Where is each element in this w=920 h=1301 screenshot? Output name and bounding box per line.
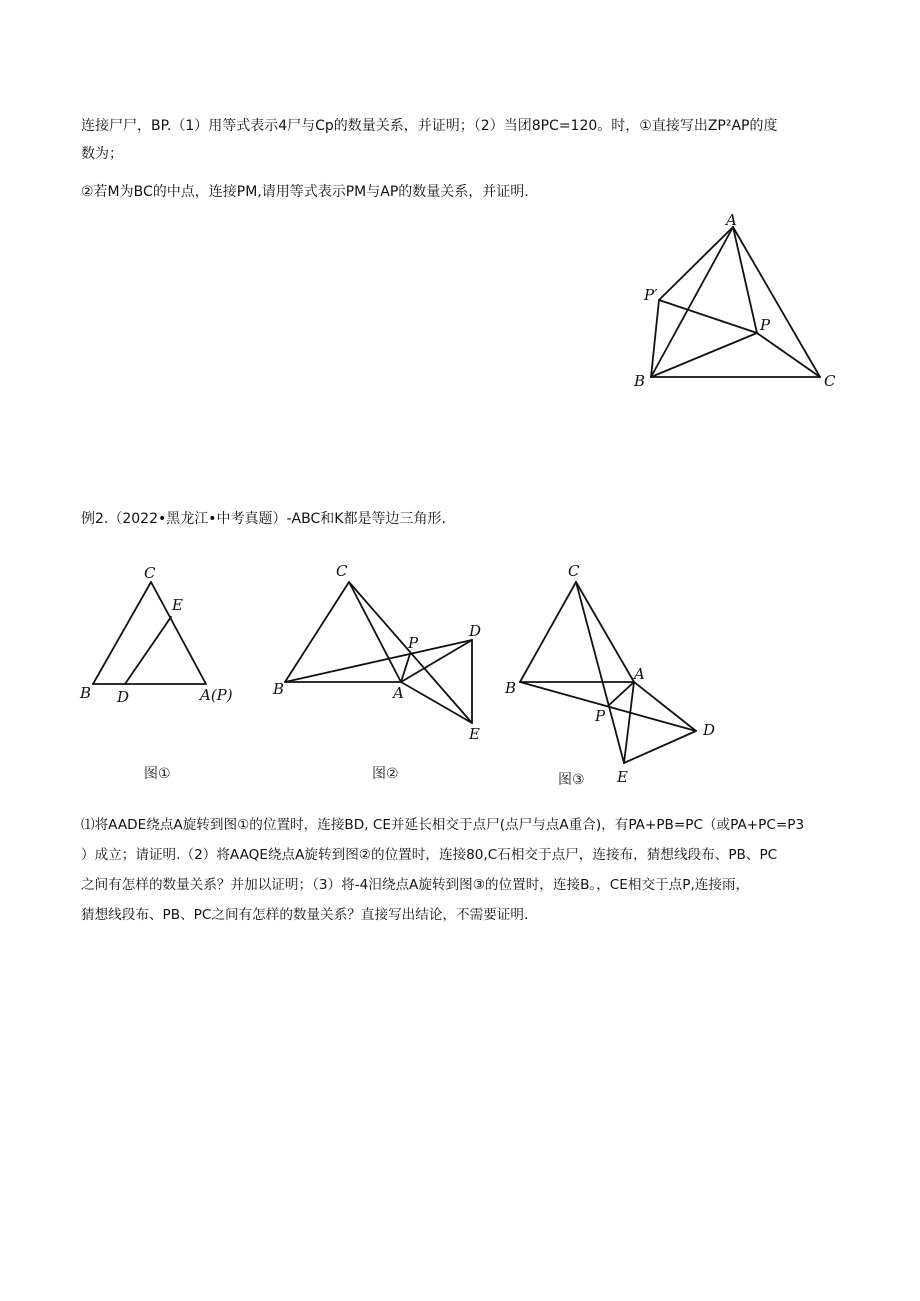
problem2-line3: 之间有怎样的数量关系？并加以证明；（3）将-4汨绕点A旋转到图③的位置时，连接B。，CE相交于点P,连接雨， xyxy=(81,877,750,893)
label-B: B xyxy=(505,679,517,697)
label-P-prime: P′ xyxy=(644,286,658,304)
label-A: A xyxy=(393,684,404,702)
example2-title-text: 例2.（2022•黑龙江•中考真题）-ABC和K都是等边三角形. xyxy=(81,511,446,527)
segment-CE xyxy=(576,582,624,763)
problem2-text xyxy=(81,810,851,930)
segment-BC xyxy=(93,582,151,684)
segment-BD xyxy=(285,640,472,682)
segment-AP xyxy=(733,227,757,333)
segment-BC xyxy=(285,582,349,682)
label-A-P: A(P) xyxy=(200,686,233,704)
figure-b-diagram xyxy=(270,560,500,750)
label-E: E xyxy=(617,768,628,786)
example2-title xyxy=(81,505,851,533)
problem1-line2: 数为； xyxy=(81,146,123,162)
segment-AP xyxy=(608,682,634,706)
label-D: D xyxy=(469,622,482,640)
segment-AD xyxy=(634,682,696,731)
label-P: P xyxy=(595,707,606,725)
label-E: E xyxy=(469,725,480,743)
problem1-text xyxy=(81,112,851,206)
label-D: D xyxy=(703,721,716,739)
problem2-line2: ）成立；请证明.（2）将AAQE绕点A旋转到图②的位置时，连接80,C石相交于点尸，连接布，猜想线段布、PB、PC xyxy=(81,847,778,863)
segment-AP-prime xyxy=(659,227,733,300)
segment-P-prime-P xyxy=(659,300,757,333)
segment-DE xyxy=(125,617,171,684)
label-B: B xyxy=(273,680,285,698)
segment-ED xyxy=(624,731,696,763)
label-D: D xyxy=(117,688,130,706)
figure1-diagram xyxy=(620,210,850,400)
segment-CE xyxy=(349,582,472,723)
figure-c-caption: 图③ xyxy=(558,772,585,788)
label-P: P xyxy=(760,316,771,334)
problem1-line3: ②若M为BC的中点，连接PM,请用等式表示PM与AP的数量关系，并证明. xyxy=(81,184,529,200)
figure-c-diagram xyxy=(500,560,730,790)
segment-AE xyxy=(401,682,472,723)
label-C: C xyxy=(568,562,580,580)
figure-a-caption: 图① xyxy=(144,766,171,782)
label-P: P xyxy=(408,634,419,652)
label-A: A xyxy=(726,211,737,229)
label-C: C xyxy=(144,564,156,582)
problem2-line1: ⑴将AADE绕点A旋转到图①的位置时，连接BD, CE并延长相交于点尸(点尸与点A重合)，有PA+PB=PC（或PA+PC=P3 xyxy=(81,817,805,833)
label-C: C xyxy=(336,562,348,580)
segment-CA xyxy=(576,582,634,682)
label-C: C xyxy=(824,372,836,390)
label-B: B xyxy=(634,372,646,390)
problem1-line1: 连接尸尸，BP.（1）用等式表示4尸与Cp的数量关系，并证明；（2）当团8PC=120。时，①直接写出ZP²AP的度 xyxy=(81,118,778,134)
label-E: E xyxy=(172,596,183,614)
segment-BC xyxy=(520,582,576,682)
label-A: A xyxy=(634,665,645,683)
segment-PC xyxy=(757,333,820,377)
label-B: B xyxy=(80,684,92,702)
figure-a-diagram xyxy=(80,560,250,710)
segment-AE xyxy=(624,682,634,763)
figure-b-caption: 图② xyxy=(372,766,399,782)
problem2-line4: 猜想线段布、PB、PC之间有怎样的数量关系？直接写出结论，不需要证明. xyxy=(81,907,529,923)
segment-BP xyxy=(651,333,757,377)
segment-AC xyxy=(733,227,820,377)
